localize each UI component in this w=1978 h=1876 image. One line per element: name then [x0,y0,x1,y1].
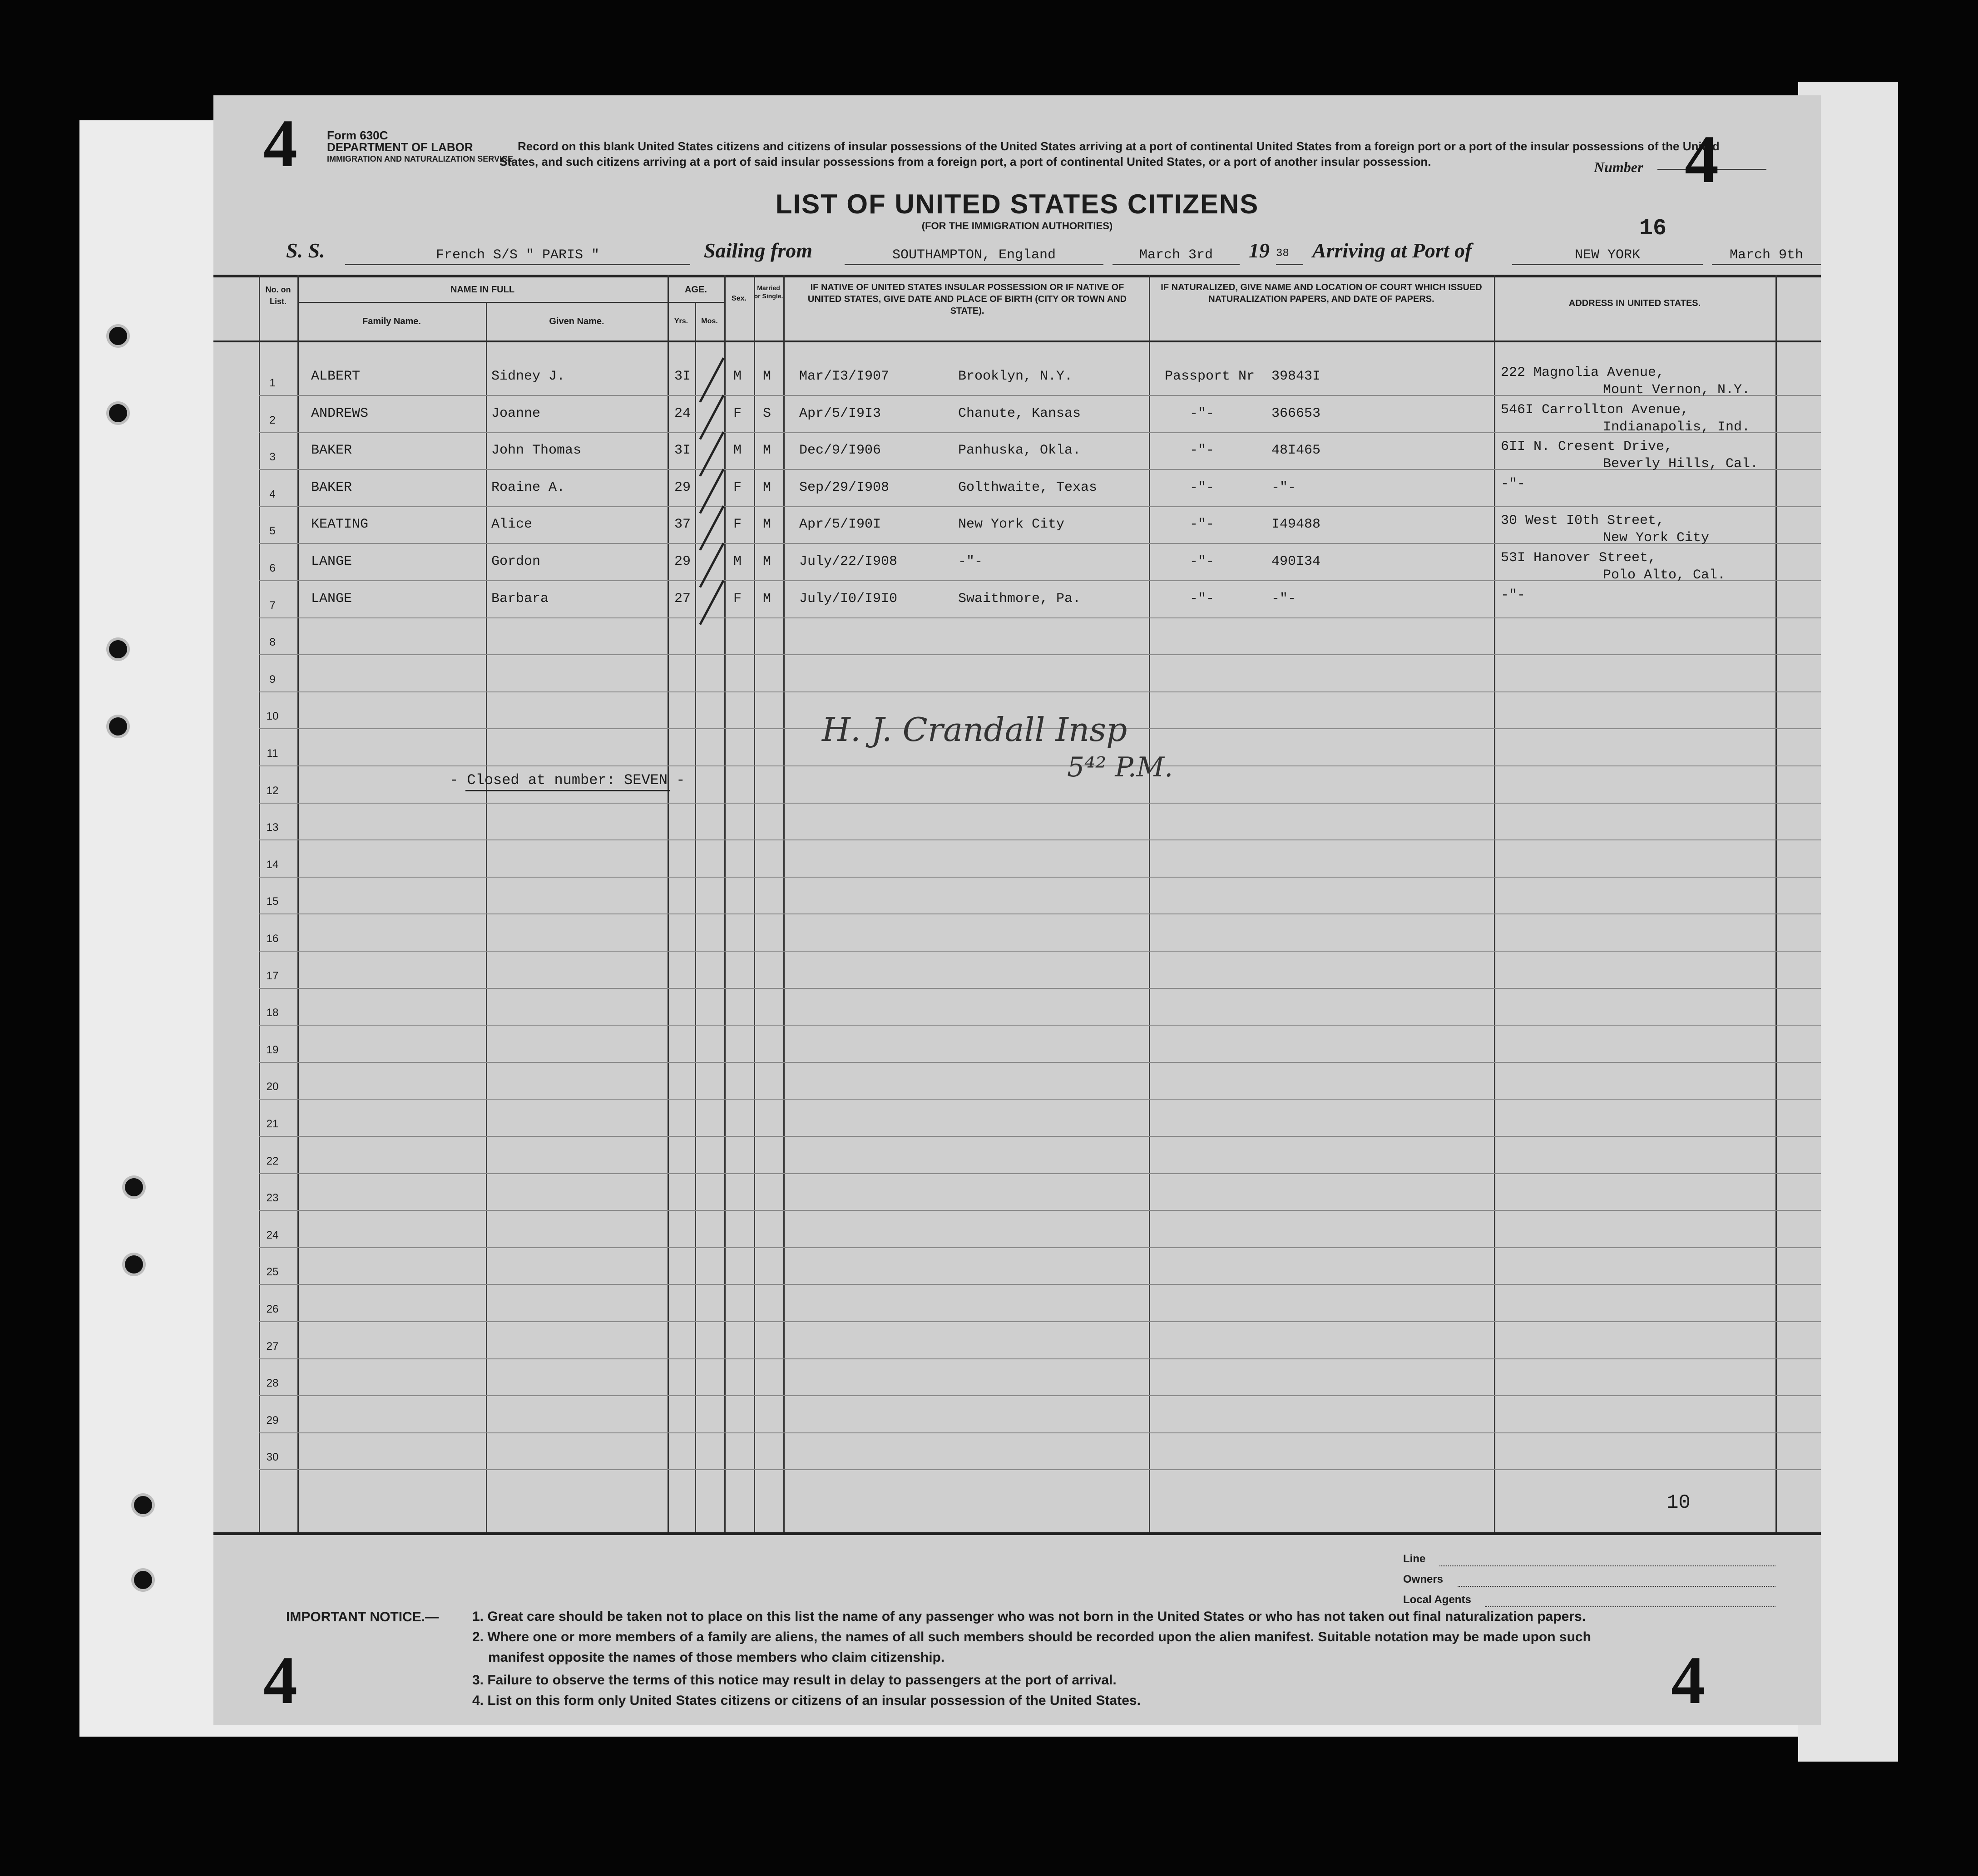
column-divider [1494,275,1495,1532]
row-number: 26 [266,1303,279,1315]
birth-place: New York City [958,517,1065,532]
family-name: ALBERT [311,369,361,384]
line-label: Line [1403,1553,1426,1565]
address-line-2: Polo Alto, Cal. [1603,568,1726,583]
column-divider [724,275,726,1532]
local-agents-label: Local Agents [1403,1594,1471,1606]
row-number: 29 [266,1414,279,1427]
row-rule [259,1432,1821,1433]
address-line-1: 222 Magnolia Avenue, [1501,365,1665,380]
corner-number-top-left: 4 [263,106,297,181]
papers-label: -"- [1190,406,1215,421]
binder-hole [125,1255,143,1274]
row-number: 25 [266,1266,279,1278]
page-subtitle: (FOR THE IMMIGRATION AUTHORITIES) [921,220,1113,232]
papers-label: -"- [1190,554,1215,569]
marital-status: M [763,554,771,569]
family-name: ANDREWS [311,406,369,421]
row-number: 6 [269,562,276,574]
birth-date: Mar/I3/I907 [799,369,890,384]
address-line-2: Indianapolis, Ind. [1603,420,1751,435]
birth-date: Apr/5/I90I [799,517,881,532]
column-divider [486,302,487,1532]
birth-place: Golthwaite, Texas [958,480,1098,495]
family-name: KEATING [311,517,369,532]
notice-item-4: 4. List on this form only United States citizens or citizens of an insular possession of the United States. [472,1693,1141,1708]
form-code: Form 630C [327,128,388,142]
row-rule [259,1321,1821,1322]
family-name: LANGE [311,554,352,569]
marital-status: M [763,480,771,495]
column-divider [1775,275,1777,1532]
birth-date: Dec/9/I906 [799,443,881,458]
row-rule [259,654,1821,655]
row-number: 27 [266,1340,279,1353]
ship-name: French S/S " PARIS " [345,247,690,265]
owners-field [1458,1573,1775,1587]
year-prefix: 19 [1249,239,1270,262]
marital-status: M [763,591,771,607]
given-name: John Thomas [491,443,582,458]
service-name: IMMIGRATION AND NATURALIZATION SERVICE [327,154,513,163]
sex: F [733,406,742,421]
papers-number: I49488 [1271,517,1321,532]
age-years: 24 [674,406,691,421]
column-divider [297,275,299,1532]
birth-place: Brooklyn, N.Y. [958,369,1073,384]
header-sex: Sex. [732,295,747,302]
sex: M [733,554,742,569]
column-divider [783,275,785,1532]
row-rule [259,803,1821,804]
departure-date: March 3rd [1113,247,1240,265]
row-rule [259,432,1821,433]
papers-label: -"- [1190,517,1215,532]
address-line-1: 546I Carrollton Avenue, [1501,402,1689,418]
given-name: Gordon [491,554,541,569]
row-number: 15 [266,895,279,908]
papers-label: -"- [1190,443,1215,458]
binder-hole [134,1571,152,1589]
closed-note-underline [465,790,670,791]
row-rule [259,1358,1821,1359]
age-years: 3I [674,369,691,384]
arrival-port: NEW YORK [1512,247,1703,265]
row-number: 8 [269,636,276,648]
family-name: BAKER [311,480,352,495]
address-line-1: -"- [1501,587,1526,603]
age-years: 37 [674,517,691,532]
tally-number: 10 [1666,1491,1691,1514]
family-name: LANGE [311,591,352,607]
row-rule [259,1469,1821,1470]
notice-title: IMPORTANT NOTICE.— [286,1609,439,1624]
age-years: 29 [674,554,691,569]
birth-date: Apr/5/I9I3 [799,406,881,421]
row-rule [259,951,1821,952]
row-number: 13 [266,821,279,834]
header-birth: IF NATIVE OF UNITED STATES INSULAR POSSESSION OR IF NATIVE OF UNITED STATES, GIVE DATE AND PLACE OF BIRTH (CITY OR TOWN AND STATE). [807,282,1127,316]
corner-number-top-right: 4 [1685,122,1719,197]
header-age: AGE. [685,285,707,295]
header-naturalization: IF NATURALIZED, GIVE NAME AND LOCATION OF COURT WHICH ISSUED NATURALIZATION PAPERS, AND DATE OF PAPERS. [1161,282,1482,304]
header-no-on-list: No. on List. [265,285,291,306]
address-line-2: Beverly Hills, Cal. [1603,456,1759,472]
row-number: 4 [269,488,276,500]
sex: F [733,591,742,607]
birth-place: Panhuska, Okla. [958,443,1081,458]
header-bottom-rule [213,341,1821,342]
row-number: 1 [269,377,276,389]
ss-label: S. S. [286,239,325,262]
number-label: Number [1594,159,1643,175]
row-number: 10 [266,710,279,722]
age-years: 3I [674,443,691,458]
header-subrule [297,302,724,303]
birth-place: Swaithmore, Pa. [958,591,1081,607]
binder-hole [109,640,127,658]
header-name-in-full: NAME IN FULL [450,285,515,295]
sex: F [733,517,742,532]
row-number: 17 [266,970,279,982]
notice-item-3: 3. Failure to observe the terms of this notice may result in delay to passengers at the port of arrival. [472,1673,1117,1688]
row-number: 5 [269,525,276,537]
family-name: BAKER [311,443,352,458]
notice-item-2: 2. Where one or more members of a family are aliens, the names of all such members should be recorded upon the alien manifest. Suitable notation may be made upon such [472,1629,1591,1644]
given-name: Alice [491,517,533,532]
papers-label: Passport Nr [1165,369,1255,384]
inspector-signature: H. J. Crandall Insp [822,711,1127,749]
column-divider [1149,275,1150,1532]
arriving-label: Arriving at Port of [1312,239,1472,262]
row-number: 9 [269,673,276,686]
closed-note: - Closed at number: SEVEN - [450,772,685,789]
local-agents-field [1485,1594,1775,1607]
row-rule [259,580,1821,581]
binder-hole [134,1496,152,1514]
sex: M [733,443,742,458]
given-name: Joanne [491,406,541,421]
arrival-date: March 9th [1712,247,1821,265]
row-number: 21 [266,1118,279,1130]
birth-date: July/22/I908 [799,554,898,569]
row-number: 22 [266,1155,279,1167]
age-years: 27 [674,591,691,607]
birth-date: Sep/29/I908 [799,480,890,495]
departure-year: 38 [1276,247,1303,265]
binder-hole [109,327,127,345]
row-rule [259,913,1821,914]
department-name: DEPARTMENT OF LABOR [327,140,473,154]
address-line-2: New York City [1603,530,1710,546]
address-line-1: -"- [1501,476,1526,492]
column-divider [259,275,260,1532]
header-address: ADDRESS IN UNITED STATES. [1568,298,1701,308]
address-line-1: 30 West I0th Street, [1501,513,1665,528]
row-number: 11 [267,747,278,760]
page-number: 16 [1639,216,1667,242]
record-instructions: Record on this blank United States citizens and citizens of insular possessions of the United States arriving at a port of continental United States from a foreign port or a port of the insular possessions of the United States, and such citizens arriving at a port of said insular possessions from a foreign port, a port of continental United States, or a port of another insular possession. [499,139,1720,168]
sex: F [733,480,742,495]
row-rule [259,839,1821,840]
header-married-single: Married or Single. [754,284,783,300]
papers-number: -"- [1271,591,1296,607]
signature-time: 5⁴² P.M. [1067,751,1173,783]
row-rule [259,469,1821,470]
row-rule [259,988,1821,989]
column-divider [754,275,755,1532]
given-name: Barbara [491,591,549,607]
row-rule [259,506,1821,507]
column-divider [695,302,696,1532]
birth-date: July/I0/I9I0 [799,591,898,607]
row-number: 20 [266,1081,279,1093]
owners-label: Owners [1403,1573,1444,1585]
notice-item-1: 1. Great care should be taken not to place on this list the name of any passenger who was not born in the United States or who has not taken out final naturalization papers. [472,1609,1586,1624]
row-rule [259,691,1821,692]
row-rule [259,765,1821,766]
row-rule [259,1025,1821,1026]
given-name: Sidney J. [491,369,565,384]
row-number: 16 [266,933,279,945]
birth-place: Chanute, Kansas [958,406,1081,421]
papers-number: 48I465 [1271,443,1321,458]
papers-label: -"- [1190,480,1215,495]
given-name: Roaine A. [491,480,565,495]
row-rule [259,617,1821,618]
birth-place: -"- [958,554,983,569]
column-divider [668,275,669,1532]
sex: M [733,369,742,384]
row-number: 3 [269,451,276,463]
header-given-name: Given Name. [549,316,604,326]
table-top-rule [213,275,1821,277]
departure-port: SOUTHAMPTON, England [845,247,1103,265]
row-number: 24 [266,1229,279,1241]
row-number: 30 [266,1451,279,1463]
table-bottom-rule [213,1532,1821,1535]
header-yrs: Yrs. [674,317,688,325]
row-number: 2 [269,414,276,426]
row-number: 28 [266,1377,279,1389]
row-number: 18 [266,1007,279,1019]
papers-number: 39843I [1271,369,1321,384]
header-mos: Mos. [701,317,718,325]
corner-number-bottom-left: 4 [263,1643,297,1718]
marital-status: S [763,406,771,421]
corner-number-bottom-right: 4 [1671,1643,1705,1718]
row-rule [259,1099,1821,1100]
row-rule [259,1395,1821,1396]
papers-number: -"- [1271,480,1296,495]
form-identifier [327,129,513,165]
row-rule [259,543,1821,544]
address-line-1: 53I Hanover Street, [1501,550,1657,566]
row-rule [259,1284,1821,1285]
papers-label: -"- [1190,591,1215,607]
marital-status: M [763,517,771,532]
marital-status: M [763,369,771,384]
row-number: 23 [266,1192,279,1204]
notice-item-2-cont: manifest opposite the names of those members who claim citizenship. [488,1650,945,1665]
line-field [1439,1553,1775,1566]
row-rule [259,1136,1821,1137]
header-family-name: Family Name. [362,316,421,326]
row-number: 19 [266,1044,279,1056]
row-rule [259,1173,1821,1174]
address-line-2: Mount Vernon, N.Y. [1603,382,1751,398]
papers-number: 490I34 [1271,554,1321,569]
manifest-page [213,95,1821,1725]
row-rule [259,877,1821,878]
row-rule [259,1247,1821,1248]
row-rule [259,395,1821,396]
row-number: 12 [266,785,279,797]
row-number: 7 [269,599,276,612]
row-rule [259,1210,1821,1211]
citizen-table [213,275,1821,1537]
row-rule [259,1062,1821,1063]
address-line-1: 6II N. Cresent Drive, [1501,439,1673,454]
marital-status: M [763,443,771,458]
binder-hole [109,717,127,736]
sailing-from-label: Sailing from [704,239,813,262]
binder-hole [125,1178,143,1196]
binder-hole [109,404,127,422]
page-title: LIST OF UNITED STATES CITIZENS [775,189,1259,219]
papers-number: 366653 [1271,406,1321,421]
row-number: 14 [266,859,279,871]
age-years: 29 [674,480,691,495]
